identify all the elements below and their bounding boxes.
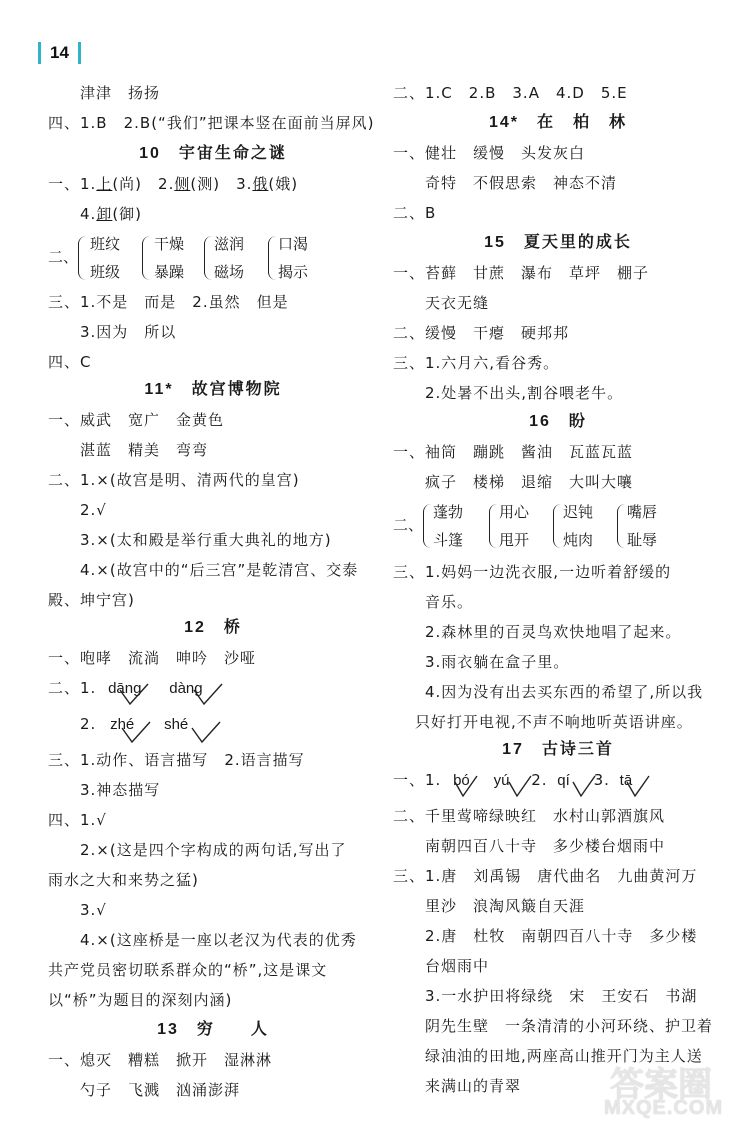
lesson-title: 17 古诗三首 xyxy=(502,741,614,758)
answer-line: 2.√ xyxy=(80,501,107,519)
answer-line: 阴先生壁 一条清清的小河环绕、护卫着 xyxy=(425,1017,714,1035)
word: 滋润 xyxy=(214,235,245,253)
brace xyxy=(423,504,433,548)
answer-line: 三、1.动作、语言描写 2.语言描写 xyxy=(48,751,305,769)
word: 炖肉 xyxy=(563,531,594,549)
site-watermark-logo xyxy=(602,1057,732,1123)
answer-line: 4.因为没有出去买东西的希望了,所以我 xyxy=(425,683,704,701)
word: 甩开 xyxy=(499,531,530,549)
pinyin: zhé xyxy=(110,716,135,733)
lesson-title: 11* 故宫博物院 xyxy=(144,381,282,398)
word: 口渴 xyxy=(278,235,309,253)
word: 干燥 xyxy=(154,235,185,253)
answer-line: 疯子 楼梯 退缩 大叫大嚷 xyxy=(425,473,634,491)
answer-line: 三、1.妈妈一边洗衣服,一边听着舒缓的 xyxy=(393,563,672,581)
word-pair-group xyxy=(48,230,378,286)
word: 磁场 xyxy=(214,263,245,281)
group-label: 二、 xyxy=(393,516,424,534)
word: 揭示 xyxy=(278,263,309,281)
pinyin: qí xyxy=(557,772,570,789)
pinyin-line: 一、1. bó yú 2. qí 3. tā xyxy=(393,771,633,789)
answer-line: 南朝四百八十寺 多少楼台烟雨中 xyxy=(425,837,666,855)
word: 班级 xyxy=(90,263,121,281)
word: 斗篷 xyxy=(433,531,464,549)
lesson-title: 13 穷 人 xyxy=(157,1021,269,1038)
answer-line: 殿、坤宁宫) xyxy=(48,591,135,609)
pinyin: dàng xyxy=(169,680,203,697)
accent-bar-right xyxy=(78,42,81,64)
answer-line: 以“桥”为题目的深刻内涵) xyxy=(48,991,233,1009)
answer-line: 绿油油的田地,两座高山推开门为主人送 xyxy=(425,1047,703,1065)
answer-line: 来满山的青翠 xyxy=(425,1077,522,1095)
group-label: 二、 xyxy=(48,248,79,266)
answer-line: 一、咆哮 流淌 呻吟 沙哑 xyxy=(48,649,257,667)
brace xyxy=(204,236,214,280)
page-number-block xyxy=(38,40,81,66)
pinyin-line: 2. zhé shé xyxy=(80,715,189,733)
answer-line: 雨水之大和来势之猛) xyxy=(48,871,199,889)
answer-line: 四、C xyxy=(48,353,92,371)
page-number: 14 xyxy=(50,43,69,62)
answer-line: 3.雨衣躺在盒子里。 xyxy=(425,653,570,671)
pinyin: yú xyxy=(493,772,510,789)
word-pair-group xyxy=(393,498,723,554)
answer-line: 3.×(太和殿是举行重大典礼的地方) xyxy=(80,531,332,549)
word: 迟钝 xyxy=(563,503,594,521)
answer-line: 4.×(故宫中的“后三宫”是乾清宫、交泰 xyxy=(80,561,359,579)
answer-line: 一、威武 宽广 金黄色 xyxy=(48,411,225,429)
brace xyxy=(489,504,499,548)
answer-line: 三、1.唐 刘禹锡 唐代曲名 九曲黄河万 xyxy=(393,867,698,885)
answer-line: 4.×(这座桥是一座以老汉为代表的优秀 xyxy=(80,931,357,949)
answer-line: 二、1.×(故宫是明、清两代的皇宫) xyxy=(48,471,300,489)
lesson-title: 10 宇宙生命之谜 xyxy=(139,145,287,162)
brace xyxy=(617,504,627,548)
accent-bar-left xyxy=(38,42,41,64)
brace xyxy=(78,236,88,280)
brace xyxy=(553,504,563,548)
answer-line: 音乐。 xyxy=(425,593,474,611)
answer-line: 一、袖筒 蹦跳 酱油 瓦蓝瓦蓝 xyxy=(393,443,634,461)
answer-line: 二、千里莺啼绿映红 水村山郭酒旗风 xyxy=(393,807,666,825)
answer-line: 一、熄灭 糟糕 掀开 湿淋淋 xyxy=(48,1051,273,1069)
answer-line: 2.森林里的百灵鸟欢快地唱了起来。 xyxy=(425,623,682,641)
pinyin: bó xyxy=(453,772,470,789)
answer-line: 台烟雨中 xyxy=(425,957,490,975)
answer-line: 二、缓慢 干瘪 硬邦邦 xyxy=(393,324,570,342)
word: 暴躁 xyxy=(154,263,185,281)
answer-line: 共产党员密切联系群众的“桥”,这是课文 xyxy=(48,961,328,979)
answer-line: 3.因为 所以 xyxy=(80,323,177,341)
lesson-title: 12 桥 xyxy=(184,619,242,636)
watermark-top-text: 答案圈 xyxy=(610,1066,712,1104)
answer-line: 里沙 浪淘风簸自天涯 xyxy=(425,897,586,915)
pinyin: shé xyxy=(164,716,189,733)
answer-line: 三、1.不是 而是 2.虽然 但是 xyxy=(48,293,289,311)
pinyin: dāng xyxy=(108,680,142,697)
lesson-title: 16 盼 xyxy=(529,413,587,430)
answer-line: 二、B xyxy=(393,204,437,222)
word: 蓬勃 xyxy=(433,503,464,521)
answer-line: 一、1.上(尚) 2.侧(测) 3.俄(娥) xyxy=(48,175,299,193)
answer-line: 四、1.B 2.B(“我们”把课本竖在面前当屏风) xyxy=(48,114,375,132)
answer-line: 只好打开电视,不声不响地听英语讲座。 xyxy=(415,713,693,731)
answer-line: 湛蓝 精美 弯弯 xyxy=(80,441,209,459)
pinyin-line: 二、1. dāng dàng xyxy=(48,679,203,697)
check-mark-icon xyxy=(108,678,258,708)
answer-line: 勺子 飞溅 汹涌澎湃 xyxy=(80,1081,241,1099)
answer-line: 2.唐 杜牧 南朝四百八十寺 多少楼 xyxy=(425,927,698,945)
word: 嘴唇 xyxy=(627,503,658,521)
word: 班纹 xyxy=(90,235,121,253)
answer-line: 一、苔藓 甘蔗 瀑布 草坪 棚子 xyxy=(393,264,650,282)
watermark-bottom-text: MXQE.COM xyxy=(604,1097,724,1119)
answer-line: 3.一水护田将绿绕 宋 王安石 书湖 xyxy=(425,987,698,1005)
brace xyxy=(142,236,152,280)
answer-line: 2.×(这是四个字构成的两句话,写出了 xyxy=(80,841,347,859)
pinyin: tā xyxy=(619,772,633,789)
check-mark-icon xyxy=(451,772,701,800)
word: 耻辱 xyxy=(627,531,658,549)
answer-line: 天衣无缝 xyxy=(425,294,490,312)
brace xyxy=(268,236,278,280)
answer-line: 四、1.√ xyxy=(48,811,107,829)
lesson-title: 15 夏天里的成长 xyxy=(484,234,632,251)
answer-line: 2.处暑不出头,割谷喂老牛。 xyxy=(425,384,624,402)
answer-line: 4.卸(御) xyxy=(80,205,143,223)
answer-line: 三、1.六月六,看谷秀。 xyxy=(393,354,560,372)
answer-line: 二、1.C 2.B 3.A 4.D 5.E xyxy=(393,84,628,102)
lesson-title: 14* 在 柏 林 xyxy=(488,114,628,131)
word: 用心 xyxy=(499,503,530,521)
answer-line: 奇特 不假思索 神态不清 xyxy=(425,174,618,192)
check-mark-icon xyxy=(108,716,258,746)
answer-line: 一、健壮 缓慢 头发灰白 xyxy=(393,144,586,162)
answer-line: 3.神态描写 xyxy=(80,781,161,799)
answer-line: 津津 扬扬 xyxy=(80,84,161,102)
answer-line: 3.√ xyxy=(80,901,107,919)
